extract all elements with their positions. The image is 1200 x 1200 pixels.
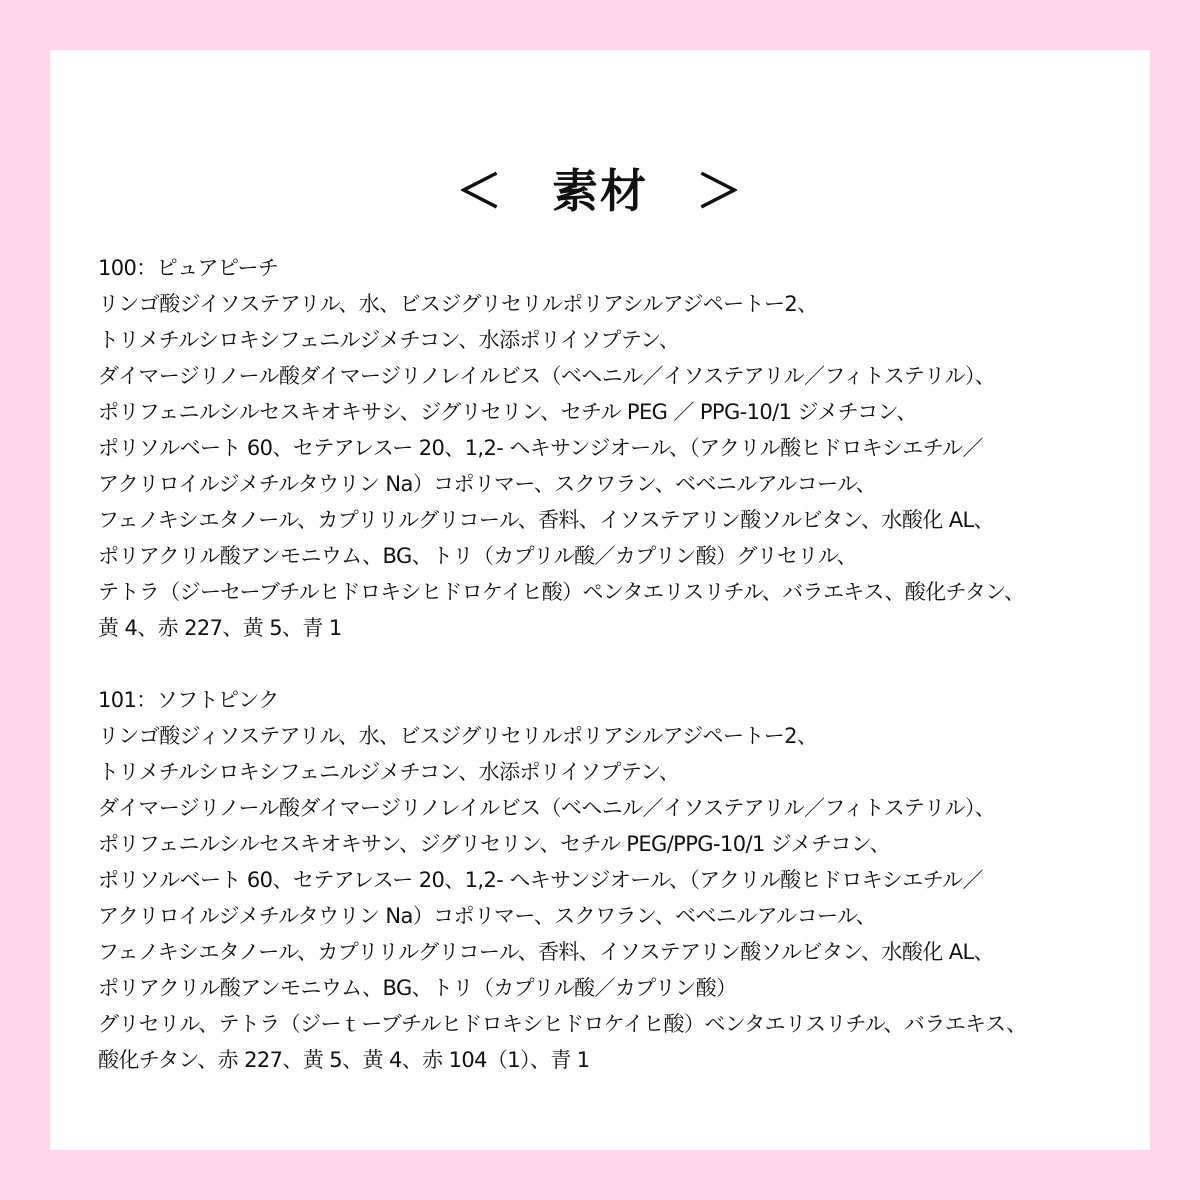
ingredient-line: ダイマージリノール酸ダイマージリノレイルビス（ベヘニル／イソステアリル／フィトステリル）、 <box>98 364 996 388</box>
ingredient-line: ポリフェニルシルセスキオキサン、ジグリセリン、セチル PEG/PPG-10/1 ジメチコン、 <box>98 832 891 856</box>
ingredient-line: グリセリル、テトラ（ジーｔーブチルヒドロキシヒドロケイヒ酸）ベンタエリスリチル、バラエキス、 <box>98 1012 1027 1036</box>
section-heading: 101：ソフトピンク <box>98 688 279 712</box>
ingredient-line: ポリフェニルシルセスキオキサシ、ジグリセリン、セチル PEG ／ PPG-10/1 ジメチコン、 <box>98 400 917 424</box>
ingredient-line: アクリロイルジメチルタウリン Na）コポリマー、スクワラン、ベベニルアルコール、 <box>98 904 877 928</box>
section-heading: 100：ピュアピーチ <box>98 256 279 280</box>
ingredient-section-100 <box>98 250 1148 646</box>
page-title: ＜ 素材 ＞ <box>456 164 744 218</box>
ingredient-line: フェノキシエタノール、カプリリルグリコール、香料、イソステアリン酸ソルビタン、水酸化 AL、 <box>98 508 994 532</box>
ingredient-section-101 <box>98 682 1148 1078</box>
ingredient-line: テトラ（ジーセーブチルヒドロキシヒドロケイヒ酸）ペンタエリスリチル、バラエキス、酸化チタン、 <box>98 580 1025 604</box>
ingredient-line: トリメチルシロキシフェニルジメチコン、水添ポリイソプテン、 <box>98 328 680 352</box>
ingredient-line: ポリソルベート 60、セテアレスー 20、1,2- ヘキサンジオール、（アクリル酸ヒドロキシエチル／ <box>98 436 983 460</box>
ingredient-line: フェノキシエタノール、カプリリルグリコール、香料、イソステアリン酸ソルビタン、水酸化 AL、 <box>98 940 994 964</box>
ingredient-line: リンゴ酸ジィソステアリル、水、ビスジグリセリルポリアシルアジペートー2、 <box>98 724 818 748</box>
ingredient-line: ポリアクリル酸アンモニウム、BG、トリ（カプリル酸／カプリン酸） <box>98 976 737 1000</box>
ingredients-card <box>50 50 1150 1150</box>
ingredient-line: リンゴ酸ジイソステアリル、水、ビスジグリセリルポリアシルアジペートー2、 <box>98 292 818 316</box>
ingredient-line: ポリソルベート 60、セテアレスー 20、1,2- ヘキサンジオール、（アクリル酸ヒドロキシエチル／ <box>98 868 983 892</box>
ingredient-line: 黄 4、赤 227、黄 5、青 1 <box>98 616 342 640</box>
ingredient-line: ポリアクリル酸アンモニウム、BG、トリ（カプリル酸／カプリン酸）グリセリル、 <box>98 544 857 568</box>
ingredient-line: 酸化チタン、赤 227、黄 5、黄 4、赤 104（1）、青 1 <box>98 1048 590 1072</box>
ingredient-line: アクリロイルジメチルタウリン Na）コポリマー、スクワラン、ベベニルアルコール、 <box>98 472 877 496</box>
ingredient-line: トリメチルシロキシフェニルジメチコン、水添ポリイソプテン、 <box>98 760 680 784</box>
ingredient-line: ダイマージリノール酸ダイマージリノレイルビス（ベヘニル／イソステアリル／フィトステリル）、 <box>98 796 996 820</box>
